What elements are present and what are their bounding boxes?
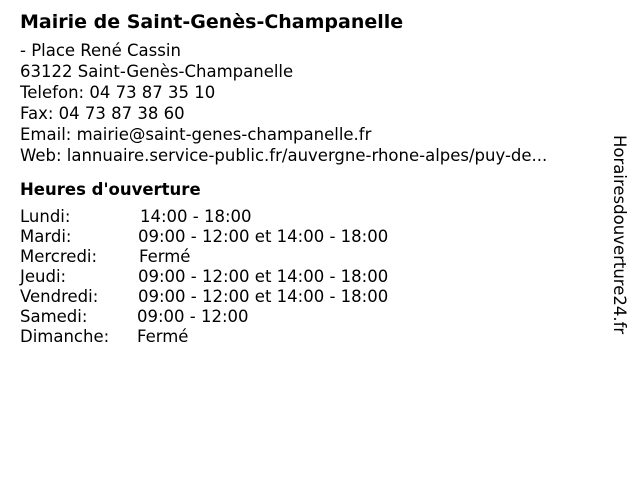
day-label: Mercredi:	[20, 247, 98, 266]
hours-row	[20, 227, 600, 247]
day-hours: 09:00 - 12:00	[137, 307, 249, 326]
day-hours: 09:00 - 12:00 et 14:00 - 18:00	[138, 287, 389, 306]
fax-line: Fax: 04 73 87 38 60	[20, 104, 185, 123]
day-label: Mardi:	[20, 227, 72, 246]
hours-row	[20, 307, 600, 327]
site-brand: Horairesdouverture24.fr	[610, 135, 629, 335]
address-street: - Place René Cassin	[20, 41, 181, 60]
day-label: Samedi:	[20, 307, 88, 326]
page-title: Mairie de Saint-Genès-Champanelle	[20, 11, 404, 33]
hours-row	[20, 247, 600, 267]
day-hours: 09:00 - 12:00 et 14:00 - 18:00	[138, 227, 389, 246]
hours-list	[20, 207, 600, 347]
day-hours: Fermé	[139, 247, 191, 266]
mairie-card	[20, 10, 600, 347]
day-hours: 14:00 - 18:00	[140, 207, 252, 226]
phone-line: Telefon: 04 73 87 35 10	[20, 83, 216, 102]
day-label: Vendredi:	[20, 287, 99, 306]
hours-row	[20, 267, 600, 287]
email-line: Email: mairie@saint-genes-champanelle.fr	[20, 125, 372, 144]
day-label: Jeudi:	[20, 267, 67, 286]
hours-heading: Heures d'ouverture	[20, 180, 201, 199]
web-line: Web: lannuaire.service-public.fr/auvergne-rhone-alpes/puy-de...	[20, 146, 548, 165]
day-hours: 09:00 - 12:00 et 14:00 - 18:00	[138, 267, 389, 286]
address-city: 63122 Saint-Genès-Champanelle	[20, 62, 294, 81]
day-label: Lundi:	[20, 207, 71, 226]
hours-row	[20, 287, 600, 307]
day-hours: Fermé	[137, 327, 189, 346]
hours-row	[20, 327, 600, 347]
hours-row	[20, 207, 600, 227]
day-label: Dimanche:	[20, 327, 110, 346]
